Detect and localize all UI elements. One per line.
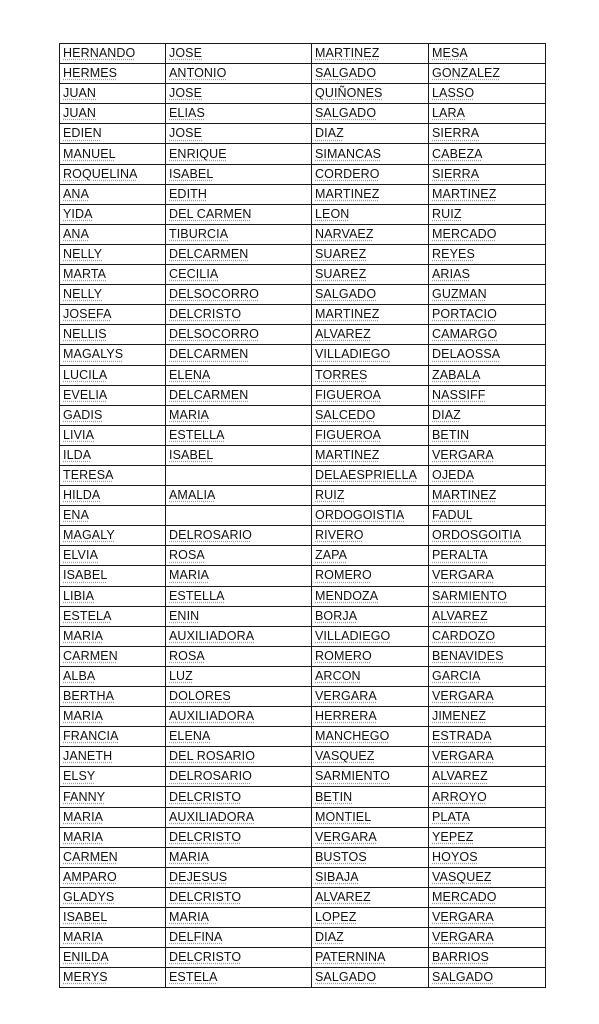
first-surname-cell: MARTINEZ xyxy=(312,305,429,325)
first-name-cell: ISABEL xyxy=(60,566,166,586)
second-name-cell: TIBURCIA xyxy=(166,224,312,244)
first-surname-cell: MARTINEZ xyxy=(312,184,429,204)
table-row xyxy=(60,968,546,988)
first-surname-cell: SUAREZ xyxy=(312,244,429,264)
second-name-cell: MARIA xyxy=(166,566,312,586)
table-row xyxy=(60,285,546,305)
second-name-cell: DEL ROSARIO xyxy=(166,747,312,767)
second-name-cell: DELROSARIO xyxy=(166,767,312,787)
table-row xyxy=(60,265,546,285)
second-name-cell: AMALIA xyxy=(166,486,312,506)
table-row xyxy=(60,606,546,626)
table-row xyxy=(60,486,546,506)
second-surname-cell: PERALTA xyxy=(429,546,546,566)
first-name-cell: MAGALYS xyxy=(60,345,166,365)
table-row xyxy=(60,164,546,184)
table-row xyxy=(60,646,546,666)
first-name-cell: JANETH xyxy=(60,747,166,767)
table-row xyxy=(60,184,546,204)
first-name-cell: AMPARO xyxy=(60,867,166,887)
table-row xyxy=(60,405,546,425)
table-row xyxy=(60,586,546,606)
first-name-cell: MARIA xyxy=(60,807,166,827)
first-name-cell: GADIS xyxy=(60,405,166,425)
second-name-cell: DELCARMEN xyxy=(166,385,312,405)
first-name-cell: ELVIA xyxy=(60,546,166,566)
second-name-cell: DELCARMEN xyxy=(166,345,312,365)
first-surname-cell: LEON xyxy=(312,204,429,224)
table-row xyxy=(60,687,546,707)
second-surname-cell: VERGARA xyxy=(429,928,546,948)
first-surname-cell: SALGADO xyxy=(312,968,429,988)
first-surname-cell: PATERNINA xyxy=(312,948,429,968)
table-row xyxy=(60,887,546,907)
second-name-cell: DELFINA xyxy=(166,928,312,948)
second-name-cell: ESTELLA xyxy=(166,425,312,445)
second-surname-cell: SARMIENTO xyxy=(429,586,546,606)
table-row xyxy=(60,807,546,827)
table-row xyxy=(60,787,546,807)
table-row xyxy=(60,666,546,686)
first-name-cell: GLADYS xyxy=(60,887,166,907)
first-name-cell: BERTHA xyxy=(60,687,166,707)
table-row xyxy=(60,244,546,264)
first-surname-cell: ALVAREZ xyxy=(312,887,429,907)
second-surname-cell: ORDOSGOITIA xyxy=(429,526,546,546)
first-name-cell: JUAN xyxy=(60,104,166,124)
second-name-cell xyxy=(166,465,312,485)
first-surname-cell: RIVERO xyxy=(312,526,429,546)
second-name-cell: EDITH xyxy=(166,184,312,204)
first-surname-cell: VILLADIEGO xyxy=(312,345,429,365)
table-row xyxy=(60,727,546,747)
table-row xyxy=(60,928,546,948)
second-surname-cell: ESTRADA xyxy=(429,727,546,747)
first-name-cell: HERNANDO xyxy=(60,44,166,64)
first-surname-cell: SIBAJA xyxy=(312,867,429,887)
first-name-cell: ANA xyxy=(60,184,166,204)
table-row xyxy=(60,224,546,244)
table-row xyxy=(60,847,546,867)
second-surname-cell: GUZMAN xyxy=(429,285,546,305)
second-surname-cell: HOYOS xyxy=(429,847,546,867)
second-surname-cell: DIAZ xyxy=(429,405,546,425)
first-surname-cell: SALGADO xyxy=(312,104,429,124)
first-surname-cell: CORDERO xyxy=(312,164,429,184)
second-surname-cell: MERCADO xyxy=(429,224,546,244)
first-name-cell: MARIA xyxy=(60,827,166,847)
second-name-cell: ISABEL xyxy=(166,164,312,184)
table-row xyxy=(60,44,546,64)
second-surname-cell: ARROYO xyxy=(429,787,546,807)
second-surname-cell: PORTACIO xyxy=(429,305,546,325)
first-name-cell: MARIA xyxy=(60,707,166,727)
second-surname-cell: MARTINEZ xyxy=(429,184,546,204)
second-surname-cell: BENAVIDES xyxy=(429,646,546,666)
first-surname-cell: MARTINEZ xyxy=(312,445,429,465)
second-name-cell: ROSA xyxy=(166,546,312,566)
second-name-cell: ENRIQUE xyxy=(166,144,312,164)
table-row xyxy=(60,425,546,445)
second-name-cell: AUXILIADORA xyxy=(166,707,312,727)
table-row xyxy=(60,345,546,365)
first-surname-cell: ALVAREZ xyxy=(312,325,429,345)
second-surname-cell: VERGARA xyxy=(429,687,546,707)
first-surname-cell: NARVAEZ xyxy=(312,224,429,244)
table-row xyxy=(60,867,546,887)
first-surname-cell: VASQUEZ xyxy=(312,747,429,767)
first-surname-cell: DIAZ xyxy=(312,124,429,144)
second-surname-cell: SALGADO xyxy=(429,968,546,988)
second-surname-cell: VERGARA xyxy=(429,566,546,586)
second-name-cell: DEL CARMEN xyxy=(166,204,312,224)
second-surname-cell: PLATA xyxy=(429,807,546,827)
first-name-cell: CARMEN xyxy=(60,646,166,666)
first-name-cell: FANNY xyxy=(60,787,166,807)
second-name-cell: JOSE xyxy=(166,84,312,104)
first-surname-cell: BORJA xyxy=(312,606,429,626)
second-surname-cell: OJEDA xyxy=(429,465,546,485)
second-name-cell: ELENA xyxy=(166,727,312,747)
first-name-cell: ENA xyxy=(60,506,166,526)
first-name-cell: NELLIS xyxy=(60,325,166,345)
second-surname-cell: CARDOZO xyxy=(429,626,546,646)
table-row xyxy=(60,827,546,847)
first-surname-cell: FIGUEROA xyxy=(312,425,429,445)
first-surname-cell: LOPEZ xyxy=(312,908,429,928)
names-table-container xyxy=(59,43,545,988)
second-name-cell: DELCRISTO xyxy=(166,948,312,968)
first-name-cell: ANA xyxy=(60,224,166,244)
first-name-cell: LIVIA xyxy=(60,425,166,445)
second-name-cell: DELCRISTO xyxy=(166,827,312,847)
second-name-cell: DELSOCORRO xyxy=(166,325,312,345)
second-surname-cell: CABEZA xyxy=(429,144,546,164)
first-name-cell: NELLY xyxy=(60,285,166,305)
second-name-cell: JOSE xyxy=(166,124,312,144)
first-surname-cell: MONTIEL xyxy=(312,807,429,827)
first-surname-cell: MARTINEZ xyxy=(312,44,429,64)
table-row xyxy=(60,747,546,767)
first-name-cell: JUAN xyxy=(60,84,166,104)
table-row xyxy=(60,124,546,144)
first-surname-cell: SALGADO xyxy=(312,285,429,305)
first-name-cell: LUCILA xyxy=(60,365,166,385)
second-surname-cell: BARRIOS xyxy=(429,948,546,968)
table-row xyxy=(60,767,546,787)
first-surname-cell: VILLADIEGO xyxy=(312,626,429,646)
second-name-cell: LUZ xyxy=(166,666,312,686)
table-row xyxy=(60,566,546,586)
table-row xyxy=(60,445,546,465)
table-row xyxy=(60,526,546,546)
first-surname-cell: ZAPA xyxy=(312,546,429,566)
second-name-cell: ELENA xyxy=(166,365,312,385)
first-name-cell: NELLY xyxy=(60,244,166,264)
first-name-cell: HILDA xyxy=(60,486,166,506)
table-row xyxy=(60,546,546,566)
table-row xyxy=(60,144,546,164)
first-name-cell: JOSEFA xyxy=(60,305,166,325)
second-name-cell xyxy=(166,506,312,526)
first-surname-cell: BETIN xyxy=(312,787,429,807)
table-row xyxy=(60,465,546,485)
first-name-cell: MERYS xyxy=(60,968,166,988)
second-surname-cell: MESA xyxy=(429,44,546,64)
second-surname-cell: VASQUEZ xyxy=(429,867,546,887)
first-name-cell: HERMES xyxy=(60,64,166,84)
second-surname-cell: ARIAS xyxy=(429,265,546,285)
second-name-cell: ENIN xyxy=(166,606,312,626)
first-name-cell: ELSY xyxy=(60,767,166,787)
second-surname-cell: NASSIFF xyxy=(429,385,546,405)
second-name-cell: MARIA xyxy=(166,908,312,928)
second-surname-cell: ZABALA xyxy=(429,365,546,385)
second-name-cell: DELCARMEN xyxy=(166,244,312,264)
second-name-cell: CECILIA xyxy=(166,265,312,285)
second-surname-cell: SIERRA xyxy=(429,164,546,184)
second-name-cell: DELSOCORRO xyxy=(166,285,312,305)
second-name-cell: DELCRISTO xyxy=(166,887,312,907)
second-name-cell: JOSE xyxy=(166,44,312,64)
second-name-cell: ESTELLA xyxy=(166,586,312,606)
first-surname-cell: SALGADO xyxy=(312,64,429,84)
first-name-cell: EDIEN xyxy=(60,124,166,144)
first-surname-cell: SIMANCAS xyxy=(312,144,429,164)
second-surname-cell: YEPEZ xyxy=(429,827,546,847)
first-surname-cell: ROMERO xyxy=(312,566,429,586)
first-name-cell: MAGALY xyxy=(60,526,166,546)
names-table xyxy=(59,43,546,988)
first-surname-cell: RUIZ xyxy=(312,486,429,506)
second-surname-cell: LARA xyxy=(429,104,546,124)
second-surname-cell: VERGARA xyxy=(429,445,546,465)
second-name-cell: DOLORES xyxy=(166,687,312,707)
first-surname-cell: MANCHEGO xyxy=(312,727,429,747)
first-surname-cell: HERRERA xyxy=(312,707,429,727)
first-name-cell: MARIA xyxy=(60,928,166,948)
first-name-cell: LIBIA xyxy=(60,586,166,606)
second-surname-cell: SIERRA xyxy=(429,124,546,144)
second-name-cell: DELCRISTO xyxy=(166,787,312,807)
second-name-cell: AUXILIADORA xyxy=(166,807,312,827)
first-surname-cell: TORRES xyxy=(312,365,429,385)
second-surname-cell: JIMENEZ xyxy=(429,707,546,727)
first-surname-cell: SUAREZ xyxy=(312,265,429,285)
second-name-cell: DELROSARIO xyxy=(166,526,312,546)
first-surname-cell: FIGUEROA xyxy=(312,385,429,405)
second-surname-cell: GONZALEZ xyxy=(429,64,546,84)
table-row xyxy=(60,84,546,104)
first-surname-cell: DELAESPRIELLA xyxy=(312,465,429,485)
first-name-cell: CARMEN xyxy=(60,847,166,867)
second-name-cell: ELIAS xyxy=(166,104,312,124)
second-name-cell: MARIA xyxy=(166,847,312,867)
first-name-cell: MARIA xyxy=(60,626,166,646)
table-row xyxy=(60,365,546,385)
first-surname-cell: VERGARA xyxy=(312,687,429,707)
second-name-cell: ESTELA xyxy=(166,968,312,988)
first-name-cell: MANUEL xyxy=(60,144,166,164)
first-name-cell: TERESA xyxy=(60,465,166,485)
second-surname-cell: REYES xyxy=(429,244,546,264)
second-surname-cell: VERGARA xyxy=(429,747,546,767)
second-surname-cell: MERCADO xyxy=(429,887,546,907)
names-table-body xyxy=(60,44,546,988)
second-name-cell: AUXILIADORA xyxy=(166,626,312,646)
second-surname-cell: ALVAREZ xyxy=(429,606,546,626)
table-row xyxy=(60,506,546,526)
table-row xyxy=(60,104,546,124)
first-surname-cell: ARCON xyxy=(312,666,429,686)
second-surname-cell: DELAOSSA xyxy=(429,345,546,365)
second-name-cell: DEJESUS xyxy=(166,867,312,887)
first-surname-cell: SARMIENTO xyxy=(312,767,429,787)
first-name-cell: ENILDA xyxy=(60,948,166,968)
second-surname-cell: ALVAREZ xyxy=(429,767,546,787)
table-row xyxy=(60,385,546,405)
table-row xyxy=(60,64,546,84)
first-name-cell: YIDA xyxy=(60,204,166,224)
table-row xyxy=(60,908,546,928)
first-name-cell: FRANCIA xyxy=(60,727,166,747)
first-name-cell: MARTA xyxy=(60,265,166,285)
second-surname-cell: VERGARA xyxy=(429,908,546,928)
table-row xyxy=(60,325,546,345)
first-surname-cell: DIAZ xyxy=(312,928,429,948)
second-surname-cell: RUIZ xyxy=(429,204,546,224)
first-name-cell: ESTELA xyxy=(60,606,166,626)
second-surname-cell: LASSO xyxy=(429,84,546,104)
second-name-cell: ANTONIO xyxy=(166,64,312,84)
first-surname-cell: MENDOZA xyxy=(312,586,429,606)
first-surname-cell: BUSTOS xyxy=(312,847,429,867)
second-surname-cell: BETIN xyxy=(429,425,546,445)
second-surname-cell: FADUL xyxy=(429,506,546,526)
first-name-cell: EVELIA xyxy=(60,385,166,405)
second-name-cell: MARIA xyxy=(166,405,312,425)
second-name-cell: DELCRISTO xyxy=(166,305,312,325)
second-surname-cell: MARTINEZ xyxy=(429,486,546,506)
first-surname-cell: VERGARA xyxy=(312,827,429,847)
second-name-cell: ROSA xyxy=(166,646,312,666)
table-row xyxy=(60,707,546,727)
second-surname-cell: GARCIA xyxy=(429,666,546,686)
first-surname-cell: ORDOGOISTIA xyxy=(312,506,429,526)
table-row xyxy=(60,204,546,224)
table-row xyxy=(60,626,546,646)
first-surname-cell: SALCEDO xyxy=(312,405,429,425)
second-name-cell: ISABEL xyxy=(166,445,312,465)
first-surname-cell: QUIÑONES xyxy=(312,84,429,104)
first-name-cell: ILDA xyxy=(60,445,166,465)
table-row xyxy=(60,948,546,968)
table-row xyxy=(60,305,546,325)
first-name-cell: ISABEL xyxy=(60,908,166,928)
first-name-cell: ROQUELINA xyxy=(60,164,166,184)
first-surname-cell: ROMERO xyxy=(312,646,429,666)
first-name-cell: ALBA xyxy=(60,666,166,686)
second-surname-cell: CAMARGO xyxy=(429,325,546,345)
